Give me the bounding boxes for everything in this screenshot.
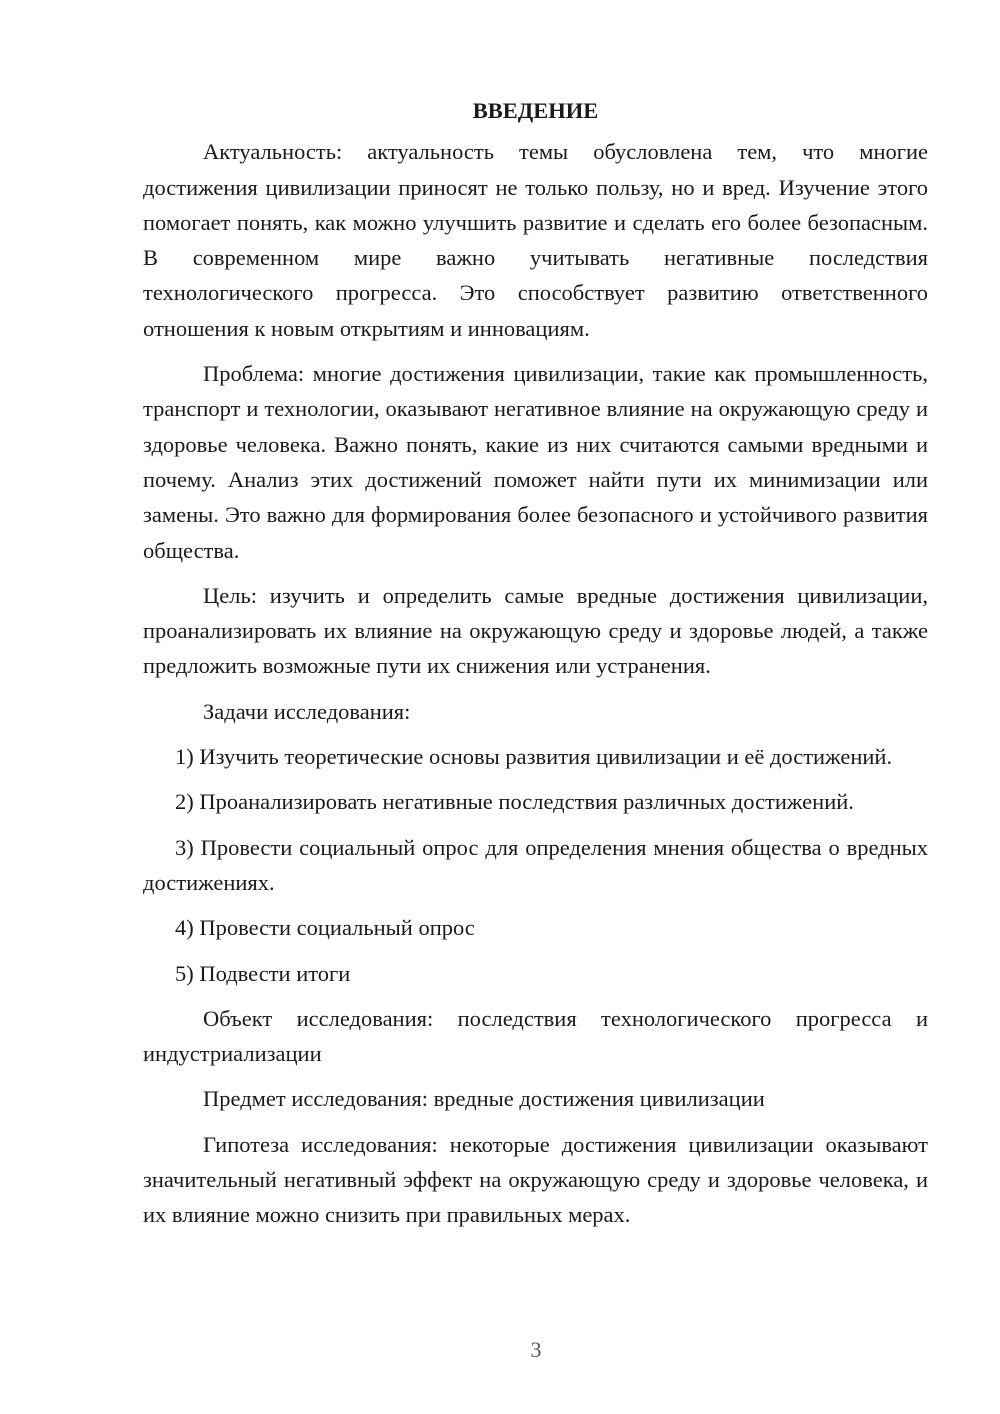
tasks-heading: Задачи исследования:: [203, 698, 411, 724]
problem-paragraph: Проблема: многие достижения цивилизации, такие как промышленность, транспорт и технологии, оказывают негативное влияние на окружающую среду и здоровье человека. Важно понять, какие из них считаются самыми вредными и почему. Анализ этих достижений поможет найти пути их минимизации или замены. Это важно для формирования более безопасного и устойчивого развития общества.: [143, 361, 928, 563]
task-item-4: 4) Провести социальный опрос: [175, 915, 475, 941]
task-item-5: 5) Подвести итоги: [175, 960, 351, 986]
hypothesis-paragraph: Гипотеза исследования: некоторые достижения цивилизации оказывают значительный негативный эффект на окружающую среду и здоровье человека, и их влияние можно снизить при правильных мерах.: [143, 1131, 928, 1228]
goal-paragraph: Цель: изучить и определить самые вредные достижения цивилизации, проанализировать их влияние на окружающую среду и здоровье людей, а также предложить возможные пути их снижения или устранения.: [143, 582, 928, 679]
task-item-2: 2) Проанализировать негативные последствия различных достижений.: [175, 789, 854, 815]
relevance-paragraph: Актуальность: актуальность темы обусловлена тем, что многие достижения цивилизации приносят не только пользу, но и вред. Изучение этого помогает понять, как можно улучшить развитие и сделать его более безопасным. В современном мире важно учитывать негативные последствия технологического прогресса. Это способствует развитию ответственного отношения к новым открытиям и инновациям.: [143, 139, 928, 341]
page-number: 3: [530, 1337, 542, 1362]
task-item-3: 3) Провести социальный опрос для определения мнения общества о вредных достижениях.: [143, 834, 928, 895]
subject-paragraph: Предмет исследования: вредные достижения цивилизации: [203, 1086, 765, 1112]
object-paragraph: Объект исследования: последствия технологического прогресса и индустриализации: [143, 1005, 928, 1067]
task-item-1: 1) Изучить теоретические основы развития цивилизации и её достижений.: [175, 744, 893, 770]
page-title: ВВЕДЕНИЕ: [472, 98, 599, 123]
page-content: [143, 93, 928, 1243]
